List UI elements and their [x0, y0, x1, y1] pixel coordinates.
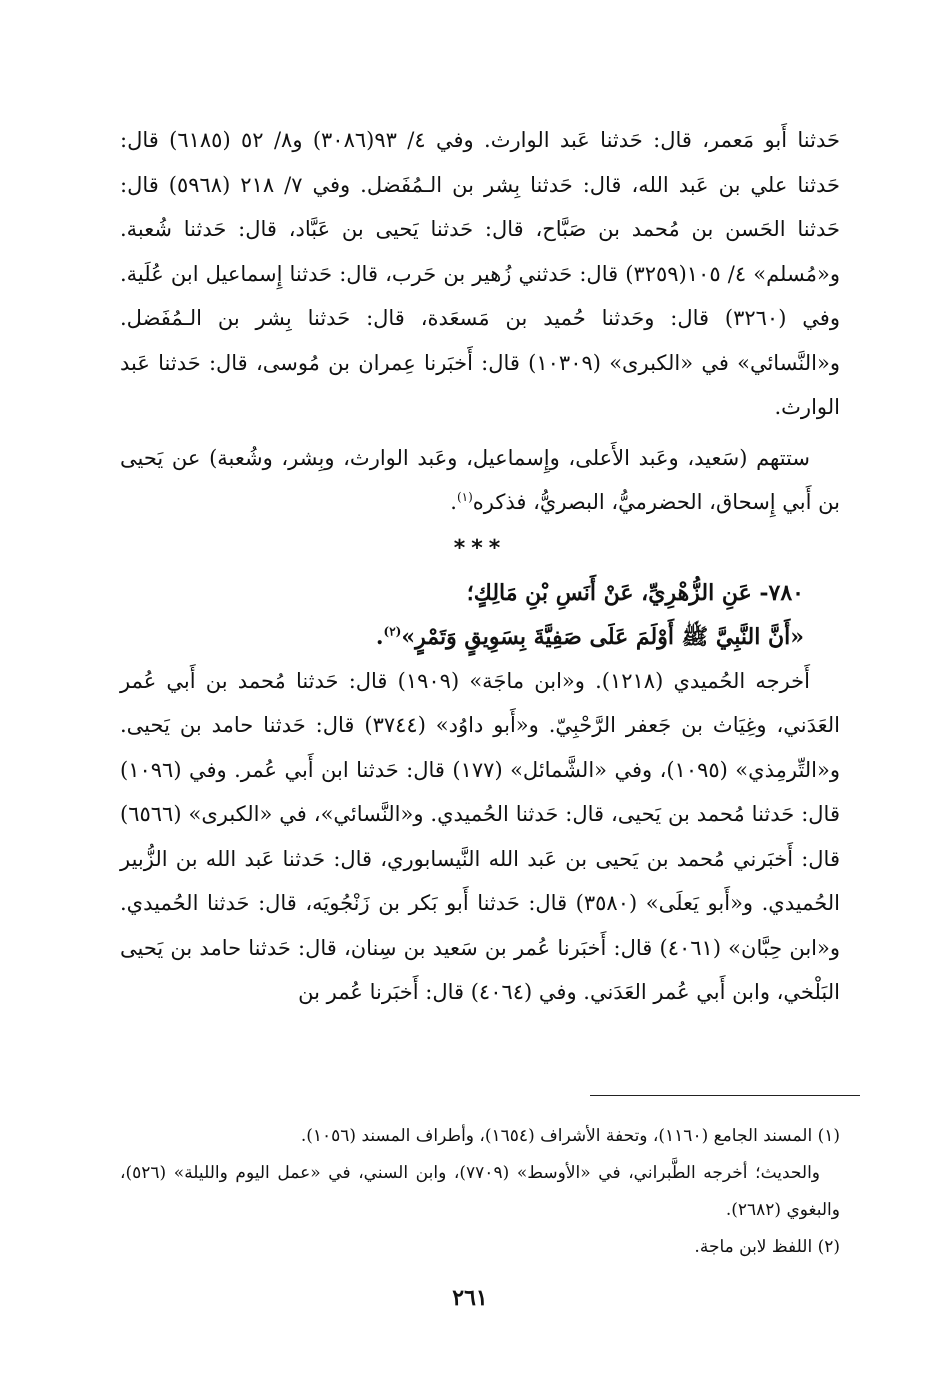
footnote-ref-1[interactable]: (١): [456, 490, 473, 504]
paragraph-takhrij: أَخرجه الحُميدي (١٢١٨). و«ابن ماجَة» (١٩٠٩) قال: حَدثنا مُحمد بن أَبي عُمر العَدَني، وغِيَاث بن جَعفر الرَّحْبِيّ. و«أَبو داوُد» (٣٧٤٤) قال: حَدثنا حامد بن يَحيى. و«التِّرمِذي» (١٠٩٥)، وفي «الشَّمائل» (١٧٧) قال: حَدثنا ابن أَبي عُمر. وفي (١٠٩٦) قال: حَدثنا مُحمد بن يَحيى، قال: حَدثنا الحُميدي. و«النَّسائي»، في «الكبرى» (٦٥٦٦) قال: أَخبَرني مُحمد بن يَحيى بن عَبد الله النَّيسابوري، قال: حَدثنا عَبد الله بن الزُّبير الحُميدي. و«أَبو يَعلَى» (٣٥٨٠) قال: حَدثنا أَبو بَكر بن زَنْجُويَه، قال: حَدثنا الحُميدي. و«ابن حِبَّان» (٤٠٦١) قال: أَخبَرنا عُمر بن سَعيد بن سِنان، قال: حَدثنا حامد بن يَحيى البَلْخي، وابن أَبي عُمر العَدَني. وفي (٤٠٦٤) قال: أَخبَرنا عُمر بن: [120, 668, 841, 1004]
footnote-divider: [590, 1095, 860, 1096]
footnote-ref-2[interactable]: (٢): [383, 624, 402, 639]
hadith-end: .: [375, 623, 384, 650]
footnote-2: (٢) اللفظ لابن ماجة.: [694, 1237, 840, 1257]
hadith-chain: [120, 571, 840, 615]
hadith-matn: «أَنَّ النَّبِيَّ ﷺ أَوْلَمَ عَلَى صَفِيَّةَ بِسَوِيقٍ وَتَمْرٍ»: [401, 623, 804, 650]
main-text: [120, 118, 840, 1015]
section-separator-stars: ***: [453, 535, 507, 561]
footnote-1-continuation: والحديث؛ أخرجه الطَّبراني، في «الأوسط» (٧٧٠٩)، وابن السني، في «عمل اليوم والليلة» (٥٢٦)، والبغوي (٢٦٨٢).: [120, 1163, 840, 1220]
paragraph-isnad: حَدثنا أَبو مَعمر، قال: حَدثنا عَبد الوارث. وفي ٤/ ٩٣(٣٠٨٦) و٨/ ٥٢ (٦١٨٥) قال: حَدثنا علي بن عَبد الله، قال: حَدثنا بِشر بن الـمُفَضل. وفي ٧/ ٢١٨ (٥٩٦٨) قال: حَدثنا الحَسن بن مُحمد بن صَبَّاح، قال: حَدثنا يَحيى بن عَبَّاد، قال: حَدثنا شُعبة. و«مُسلم» ٤/ ١٠٥(٣٢٥٩) قال: حَدثني زُهير بن حَرب، قال: حَدثنا إِسماعيل ابن عُلَية. وفي (٣٢٦٠) قال: وحَدثنا حُميد بن مَسعَدة، قال: حَدثنا بِشر بن الـمُفَضل. و«النَّسائي» في «الكبرى» (١٠٣٠٩) قال: أَخبَرنا عِمران بن مُوسى، قال: حَدثنا عَبد الوارث.: [120, 128, 840, 419]
hadith-chain-text: عَنِ الزُّهْرِيِّ، عَنْ أَنَسِ بْنِ مَالِكٍ؛: [466, 579, 752, 606]
summary-text: ستتهم (سَعيد، وعَبد الأَعلى، وإِسماعيل، وعَبد الوارث، وبِشر، وشُعبة) عن يَحيى بن أَبي إِسحاق، الحضرميُّ، البصريُّ، فذكره: [120, 445, 840, 514]
paragraph-summary: [120, 436, 840, 525]
hadith-number: ٧٨٠-: [759, 579, 804, 606]
summary-end: .: [450, 490, 457, 514]
footnote-1: (١) المسند الجامع (١١٦٠)، وتحفة الأشراف (١٦٥٤)، وأطراف المسند (١٠٥٦).: [300, 1126, 840, 1146]
footnotes: [120, 1118, 840, 1266]
page-number: ٢٦١: [452, 1285, 488, 1311]
hadith-text: [120, 615, 840, 659]
